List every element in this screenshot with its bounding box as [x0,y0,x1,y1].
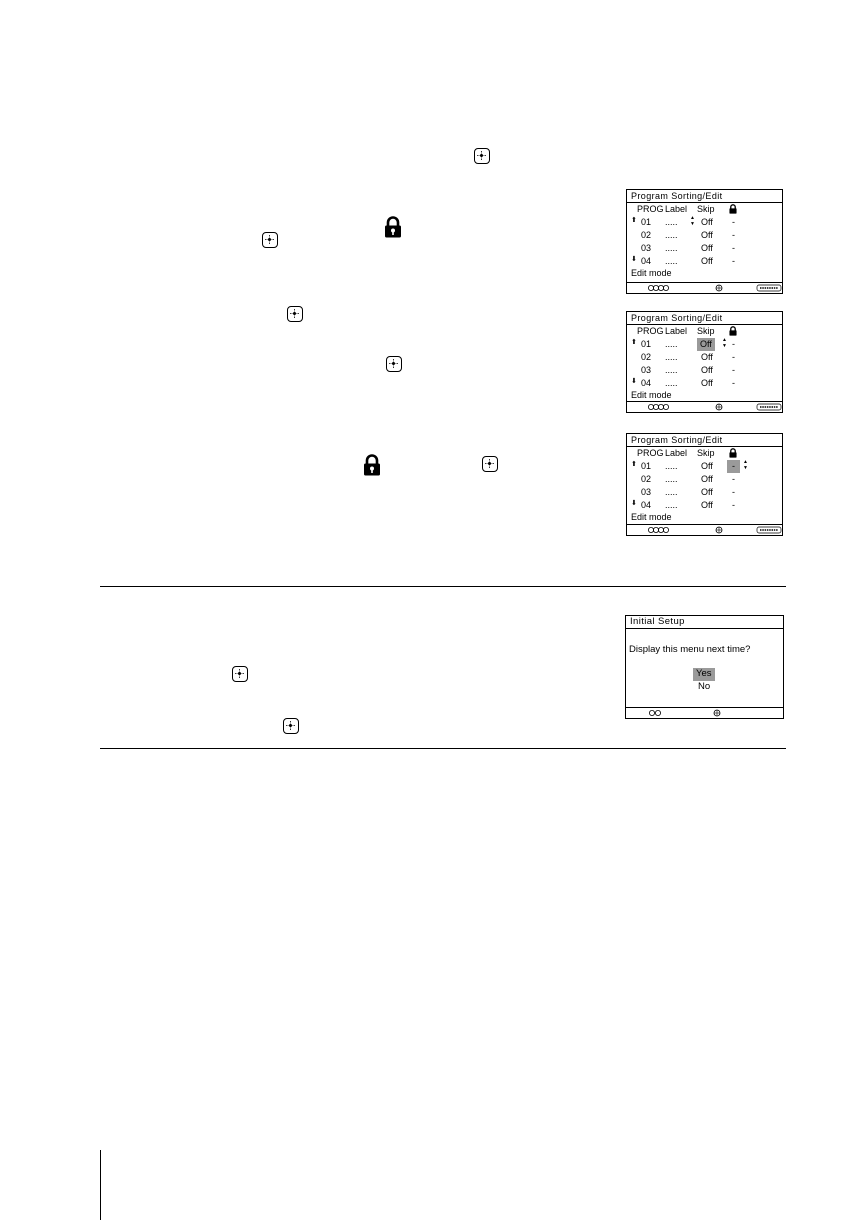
ok-button-icon [482,456,498,472]
screen-footer [627,524,782,535]
navigation-hint-icons [627,525,784,535]
screen-footer [626,707,783,718]
skip-selected-value[interactable]: Off [697,338,715,351]
ok-button-icon [262,232,278,248]
down-arrow-icon: ⬇ [631,500,637,507]
screen-title: Program Sorting/Edit [627,434,782,447]
up-arrow-icon: ⬆ [631,339,637,346]
up-arrow-icon: ⬆ [631,217,637,224]
lock-icon [729,448,737,458]
navigation-hint-icons [627,283,784,293]
screen-title: Program Sorting/Edit [627,190,782,203]
down-arrow-icon: ⬇ [631,256,637,263]
header-label: Label [665,448,688,458]
program-sorting-screen-3: Program Sorting/Edit PROG Label Skip ⬆ 01 ..... Off - ▲ ▼ 02 ..... Off - 03 ..... Off - ⬇ 04 ..... Off - Edit mode [626,433,783,536]
screen-footer [627,401,782,412]
program-sorting-screen-2: Program Sorting/Edit PROG Label Skip ⬆ 01 ..... Off ▲ ▼ - 02 ..... Off - 03 ..... Off - ⬇ 04 ..... Off - Edit mode [626,311,783,413]
header-prog: PROG [637,326,664,336]
option-no[interactable]: No [698,681,711,692]
lock-icon [363,454,381,476]
updown-arrow-icon: ▲ ▼ [690,215,695,227]
lock-icon [729,204,737,214]
section-divider [100,586,786,587]
lock-icon [384,216,402,238]
screen-title: Initial Setup [626,616,783,629]
ok-button-icon [287,306,303,322]
option-yes[interactable]: Yes [693,668,715,681]
updown-arrow-icon: ▲ ▼ [722,337,727,349]
lock-icon [729,326,737,336]
header-label: Label [665,326,688,336]
header-prog: PROG [637,204,664,214]
prompt-text: Display this menu next time? [629,644,751,655]
updown-arrow-icon: ▲ ▼ [743,459,748,471]
header-skip: Skip [697,448,715,458]
ok-button-icon [386,356,402,372]
edit-mode-label: Edit mode [631,512,672,522]
up-arrow-icon: ⬆ [631,461,637,468]
screen-title: Program Sorting/Edit [627,312,782,325]
program-sorting-screen-1: Program Sorting/Edit PROG Label Skip ⬆ 01 ..... ▲ ▼ Off - 02 ..... Off - 03 ..... Off - ⬇ 04 ..... Off - Edit mode [626,189,783,294]
ok-button-icon [283,718,299,734]
header-skip: Skip [697,326,715,336]
edit-mode-label: Edit mode [631,268,672,278]
page-margin-line [100,1150,101,1220]
edit-mode-label: Edit mode [631,390,672,400]
lock-selected-value[interactable]: - [727,460,740,473]
navigation-hint-icons [627,402,784,412]
header-label: Label [665,204,688,214]
ok-button-icon [232,666,248,682]
section-divider [100,748,786,749]
down-arrow-icon: ⬇ [631,378,637,385]
navigation-hint-icons [626,708,785,718]
header-prog: PROG [637,448,664,458]
initial-setup-screen [625,615,784,719]
ok-button-icon [474,148,490,164]
header-skip: Skip [697,204,715,214]
screen-footer [627,282,782,293]
